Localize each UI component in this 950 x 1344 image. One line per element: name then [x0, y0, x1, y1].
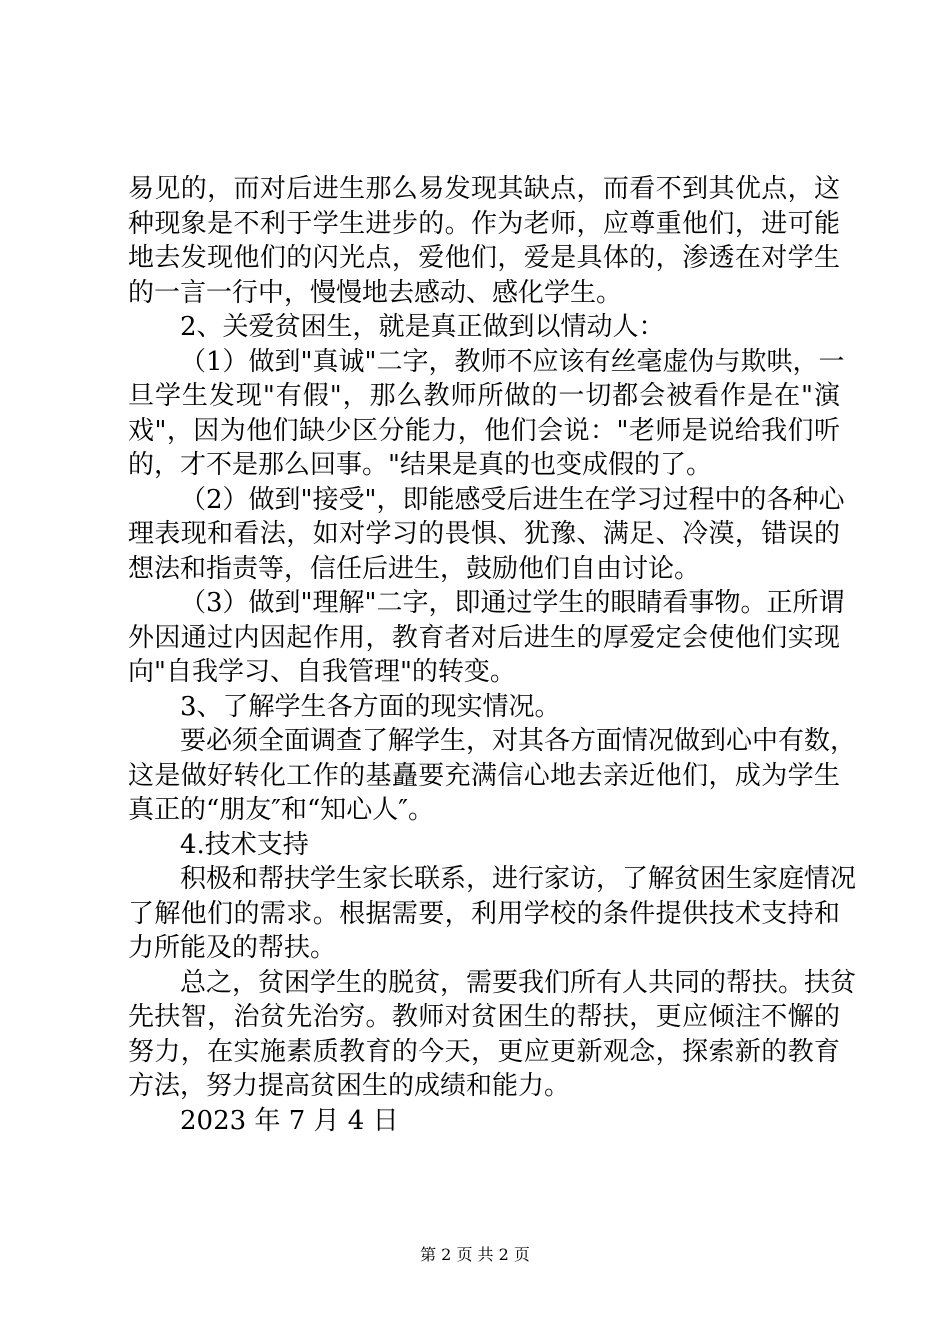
text-line: 这是做好转化工作的基矗要充满信心地去亲近他们，成为学生	[128, 760, 840, 791]
text-line: 外因通过内因起作用，教育者对后进生的厚爱定会使他们实现	[128, 622, 840, 653]
document-body	[128, 172, 857, 1138]
text-line: 总之，贫困学生的脱贫，需要我们所有人共同的帮扶。扶贫	[180, 967, 857, 998]
text-line: 向"自我学习、自我管理"的转变。	[128, 657, 516, 687]
text-line: 戏"，因为他们缺少区分能力，他们会说："老师是说给我们听	[128, 415, 840, 446]
text-line: 4.技术支持	[180, 829, 309, 860]
text-line: 想法和指责等，信任后进生，鼓励他们自由讨论。	[128, 553, 701, 584]
text-line: 3、了解学生各方面的现实情况。	[180, 691, 561, 722]
text-line: 积极和帮扶学生家长联系，进行家访，了解贫困生家庭情况	[180, 864, 857, 894]
text-line: 了解他们的需求。根据需要，利用学校的条件提供技术支持和	[128, 898, 840, 929]
text-line: 先扶智，治贫先治穷。教师对贫困生的帮扶，更应倾注不懈的	[128, 1002, 840, 1032]
text-line: （3）做到"理解"二字，即通过学生的眼睛看事物。正所谓	[180, 588, 845, 618]
text-line: 努力，在实施素质教育的今天，更应更新观念，探索新的教育	[128, 1036, 840, 1067]
text-line: 真正的“朋友″和“知心人″。	[128, 795, 435, 825]
text-line: 方法，努力提高贫困生的成绩和能力。	[128, 1071, 571, 1101]
text-line: 易见的，而对后进生那么易发现其缺点，而看不到其优点，这	[128, 174, 840, 204]
text-line: 旦学生发现"有假"，那么教师所做的一切都会被看作是在"演	[128, 381, 840, 411]
text-line: 要必须全面调查了解学生，对其各方面情况做到心中有数，	[180, 726, 857, 756]
document-date: 2023 年 7 月 4 日	[180, 1105, 399, 1136]
text-line: 地去发现他们的闪光点，爱他们，爱是具体的，渗透在对学生	[128, 243, 840, 273]
text-line: 的一言一行中，慢慢地去感动、感化学生。	[128, 277, 623, 308]
text-line: 理表现和看法，如对学习的畏惧、犹豫、满足、冷漠，错误的	[128, 519, 840, 549]
text-line: 的，才不是那么回事。"结果是真的也变成假的了。	[128, 450, 712, 480]
text-line: 2、关爱贫困生，就是真正做到以情动人：	[180, 312, 665, 342]
text-line: 力所能及的帮扶。	[128, 933, 337, 963]
text-line: （1）做到"真诚"二字，教师不应该有丝毫虚伪与欺哄，一	[180, 346, 845, 377]
page-number-footer: 第 2 页 共 2 页	[420, 1245, 530, 1264]
text-line: 种现象是不利于学生进步的。作为老师，应尊重他们，进可能	[128, 208, 840, 239]
text-line: （2）做到"接受"，即能感受后进生在学习过程中的各种心	[180, 484, 845, 515]
